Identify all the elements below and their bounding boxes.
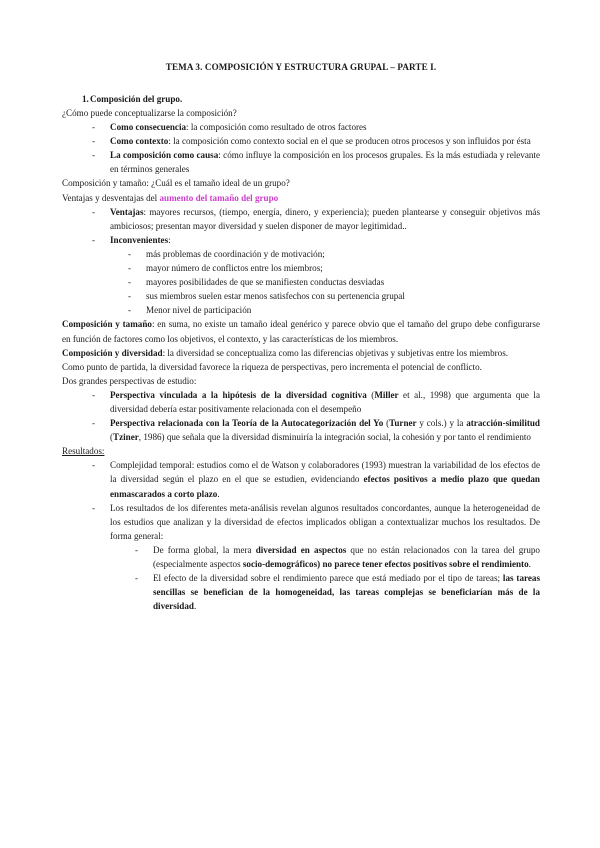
sub-tail: .: [528, 559, 531, 569]
inconveniente-text: más problemas de coordinación y de motivación;: [146, 248, 325, 259]
inconveniente-text: sus miembros suelen estar menos satisfechos con su pertenencia grupal: [146, 291, 405, 302]
bullet-perspectiva-autocategorizacion: - Perspectiva relacionada con la Teoría de la Autocategorización del Yo (Turner y cols.) y la atracción-similitud (Tziner, 1986) que señala que la diversidad disminuiría la integración social, la cohesión y por tanto el rendimiento: [62, 416, 540, 444]
paragraph-punto-de-partida: Como punto de partida, la diversidad favorece la riqueza de perspectivas, pero incrementa el potencial de conflicto.: [62, 361, 482, 372]
highlighted-phrase: aumento del tamaño del grupo: [159, 192, 279, 203]
perspectiva-rest: que argumenta que la diversidad debería estar positivamente relacionada con el desempeño: [110, 389, 540, 414]
inconveniente-text: mayores posibilidades de que se manifiesten conductas desviadas: [146, 277, 385, 288]
sub-text-a: El efecto de la diversidad sobre el rendimiento parece que está mediado por el tipo de tareas;: [153, 573, 503, 584]
bullet-como-contexto: [62, 134, 540, 148]
dash-bullet-icon: -: [135, 573, 139, 584]
bullet-composicion-como-causa: [62, 148, 540, 176]
dash-bullet-icon: -: [92, 460, 96, 471]
sub-text-c: que no están relacionados con la tarea del grupo (especialmente aspectos: [153, 544, 540, 569]
bullet-label: La composición como causa: [110, 150, 219, 161]
bullet-meta-analisis: [62, 501, 540, 543]
sub-bullet-tipo-de-tareas: [62, 571, 540, 613]
section-heading-1: [62, 92, 540, 106]
paragraph-composicion-diversidad: [62, 346, 540, 360]
line-tamano-ideal: Composición y tamaño: ¿Cuál es el tamaño ideal de un grupo?: [62, 178, 290, 189]
bullet-como-consecuencia: [62, 120, 540, 134]
paragraph-label: Composición y diversidad: [62, 347, 163, 358]
line-ventajas-desventajas: [62, 191, 540, 205]
bullet-ventajas: [62, 205, 540, 233]
bullet-perspectiva-cognitiva: - Perspectiva vinculada a la hipótesis de la diversidad cognitiva (Miller et al., 1998) que argumenta que la diversidad debería estar positivamente relacionada con el desempeño: [62, 388, 540, 416]
dash-bullet-icon: -: [128, 263, 132, 274]
page-title: TEMA 3. COMPOSICIÓN Y ESTRUCTURA GRUPAL – PARTE I.: [165, 62, 437, 72]
citation-author: Miller: [374, 389, 399, 400]
sub-tail: .: [193, 601, 197, 612]
resultados-underline: Resultados:: [62, 446, 105, 457]
inconveniente-text: mayor número de conflictos entre los miembros;: [146, 263, 323, 274]
resultado-tail: .: [217, 488, 220, 499]
citation-rest: et al., 1998): [398, 389, 451, 400]
dash-bullet-icon: -: [92, 206, 96, 217]
paragraph-label: Composición y tamaño: [62, 319, 152, 330]
question-conceptualizar: ¿Cómo puede conceptualizarse la composición?: [62, 108, 237, 118]
section-number: 1.: [82, 93, 89, 104]
citation-rest-2: , 1986) que señala que la diversidad disminuiría la integración social, la cohesión y por tanto el rendimiento: [138, 432, 531, 443]
dash-bullet-icon: -: [92, 418, 96, 429]
list-item: [62, 303, 540, 317]
dash-bullet-icon: -: [128, 305, 132, 316]
bullet-label: Como consecuencia: [110, 122, 187, 133]
dash-bullet-icon: -: [92, 150, 96, 161]
bullet-text: :: [168, 234, 171, 245]
resultados-heading: [62, 444, 540, 458]
list-item: [62, 247, 540, 261]
section-heading-label: Composición del grupo.: [90, 93, 183, 104]
perspectiva-midterm: atracción-similitud: [466, 418, 540, 429]
sub-emphasis-2: socio-demográficos) no parece tener efectos positivos sobre el rendimiento: [242, 559, 529, 569]
sub-text-a: De forma global, la mera: [153, 544, 256, 555]
dash-bullet-icon: -: [128, 277, 132, 288]
ventajas-prefix: Ventajas y desventajas del: [62, 192, 160, 203]
bullet-inconvenientes: [62, 233, 540, 247]
dash-bullet-icon: -: [128, 248, 132, 259]
paragraph-text: : en suma, no existe un tamaño ideal genérico y parece obvio que el tamaño del grupo debe configurarse en función de factores como los objetivos, el contexto, y las características de los miembros.: [62, 319, 540, 344]
paragraph-text: : la diversidad se conceptualiza como las diferencias objetivas y subjetivas entre los miembros.: [162, 347, 509, 358]
list-item: [62, 289, 540, 303]
citation-author: Turner: [389, 418, 417, 429]
inconveniente-text: Menor nivel de participación: [146, 305, 252, 316]
citation-author-2: Tziner: [113, 432, 139, 443]
dash-bullet-icon: -: [92, 234, 96, 245]
dash-bullet-icon: -: [92, 122, 96, 133]
sub-emphasis: las tareas sencillas se benefician de la homogeneidad, las tareas complejas se beneficiarían más de la diversidad: [153, 573, 540, 612]
perspectiva-title: Perspectiva relacionada con la Teoría de la Autocategorización del Yo: [110, 418, 384, 429]
dash-bullet-icon: -: [135, 544, 139, 555]
bullet-label: Como contexto: [110, 136, 169, 147]
citation-rest: y cols.) y la: [416, 418, 467, 429]
dash-bullet-icon: -: [92, 389, 96, 400]
paragraph-composicion-tamano: [62, 317, 540, 345]
resultado-text: Complejidad temporal: estudios como el de Watson y colaboradores (1993) muestran la variabilidad de los efectos de la diversidad según el plazo en el que se estudien, evidenciando: [110, 460, 540, 485]
sub-emphasis-1: diversidad en aspectos: [255, 544, 347, 555]
bullet-label: Inconvenientes: [110, 234, 169, 245]
bullet-text: : mayores recursos, (tiempo, energía, dinero, y experiencia); pueden plantearse y conseguir objetivos más ambiciosos; presentan mayor diversidad y suelen disponer de mayor legitimidad..: [110, 206, 540, 231]
bullet-text: : cómo influye la composición en los procesos grupales. Es la más estudiada y relevante en términos generales: [110, 150, 540, 175]
perspectiva-title: Perspectiva vinculada a la hipótesis de la diversidad cognitiva: [110, 389, 367, 400]
bullet-complejidad-temporal: [62, 458, 540, 500]
dash-bullet-icon: -: [128, 291, 132, 302]
resultado-text: Los resultados de los diferentes meta-análisis revelan algunos resultados concordantes, aunque la heterogeneidad de los estudios que analizan y la diversidad de efectos implicados obligan a contextualizar muchos los resultados. De forma general:: [110, 502, 540, 541]
line-dos-perspectivas: Dos grandes perspectivas de estudio:: [62, 375, 197, 386]
dash-bullet-icon: -: [92, 502, 96, 513]
bullet-text: : la composición como resultado de otros factores: [186, 122, 367, 133]
bullet-label: Ventajas: [110, 206, 144, 217]
list-item: [62, 275, 540, 289]
dash-bullet-icon: -: [92, 136, 96, 147]
list-item: [62, 261, 540, 275]
sub-bullet-forma-global: [62, 543, 540, 571]
bullet-text: : la composición como contexto social en el que se producen otros procesos y son influidos por ésta: [168, 136, 531, 147]
resultado-emphasis: efectos positivos a medio plazo que quedan enmascarados a corto plazo: [110, 474, 540, 499]
